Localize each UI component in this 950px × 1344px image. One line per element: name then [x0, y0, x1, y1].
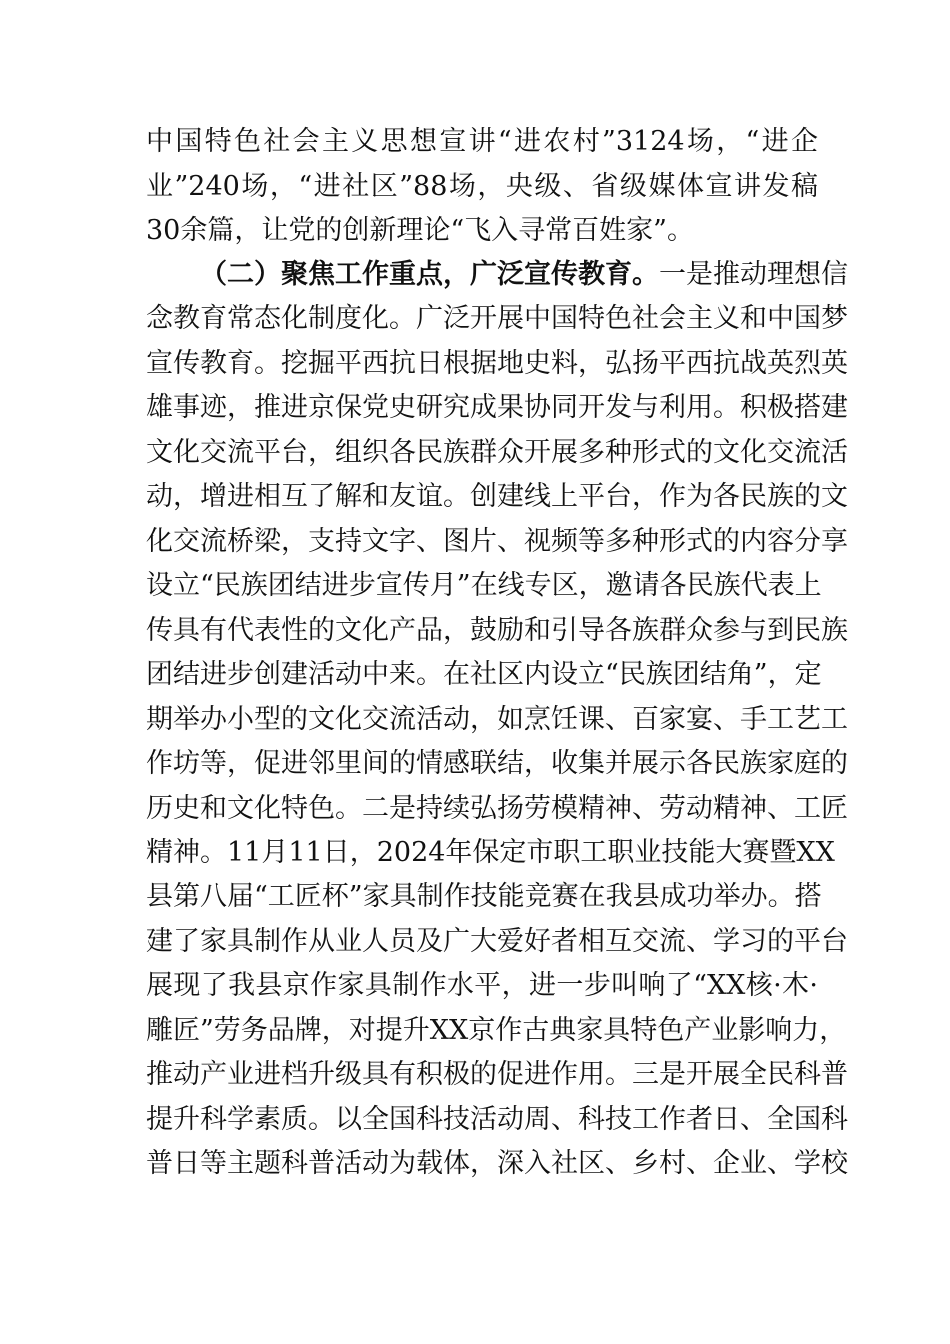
paragraph-line: 普日等主题科普活动为载体，深入社区、乡村、企业、学校: [146, 1148, 848, 1179]
paragraph-line: 化交流桥梁，支持文字、图片、视频等多种形式的内容分享: [146, 526, 848, 557]
paragraph-line: 历史和文化特色。二是持续弘扬劳模精神、劳动精神、工匠: [146, 793, 848, 824]
paragraph-line: 30余篇，让党的创新理论“飞入寻常百姓家”。: [146, 215, 694, 246]
paragraph-line: 雕匠”劳务品牌，对提升XX京作古典家具特色产业影响力，: [146, 1015, 847, 1046]
paragraph-line: 设立“民族团结进步宣传月”在线专区，邀请各民族代表上: [146, 570, 822, 601]
paragraph-line: 团结进步创建活动中来。在社区内设立“民族团结角”，定: [146, 659, 822, 690]
paragraph-line: 业”240场，“进社区”88场，央级、省级媒体宣讲发稿: [146, 171, 818, 202]
paragraph-line: 县第八届“工匠杯”家具制作技能竞赛在我县成功举办。搭: [146, 881, 822, 912]
paragraph-line: 传具有代表性的文化产品，鼓励和引导各族群众参与到民族: [146, 615, 848, 646]
section-heading: （二）聚焦工作重点，广泛宣传教育。: [200, 259, 659, 290]
paragraph-line: 宣传教育。挖掘平西抗日根据地史料，弘扬平西抗战英烈英: [146, 348, 848, 379]
paragraph-line: 作坊等，促进邻里间的情感联结，收集并展示各民族家庭的: [146, 748, 848, 779]
paragraph-line: 展现了我县京作家具制作水平，进一步叫响了“XX核·木·: [146, 970, 818, 1001]
paragraph-line: 期举办小型的文化交流活动，如烹饪课、百家宴、手工艺工: [146, 704, 848, 735]
paragraph-line: 中国特色社会主义思想宣讲“进农村”3124场，“进企: [146, 126, 818, 157]
paragraph-line: 建了家具制作从业人员及广大爱好者相互交流、学习的平台: [146, 926, 848, 957]
paragraph-line: 文化交流平台，组织各民族群众开展多种形式的文化交流活: [146, 437, 848, 468]
paragraph-line: 提升科学素质。以全国科技活动周、科技工作者日、全国科: [146, 1104, 848, 1135]
paragraph-line: 雄事迹，推进京保党史研究成果协同开发与利用。积极搭建: [146, 392, 848, 423]
paragraph-line: 动，增进相互了解和友谊。创建线上平台，作为各民族的文: [146, 481, 848, 512]
section-first-line-text: 一是推动理想信: [659, 259, 848, 290]
paragraph-line: 精神。11月11日，2024年保定市职工职业技能大赛暨XX: [146, 837, 835, 868]
paragraph-line: 推动产业进档升级具有积极的促进作用。三是开展全民科普: [146, 1059, 848, 1090]
paragraph-line: 念教育常态化制度化。广泛开展中国特色社会主义和中国梦: [146, 303, 848, 334]
section-first-line: [200, 255, 848, 295]
